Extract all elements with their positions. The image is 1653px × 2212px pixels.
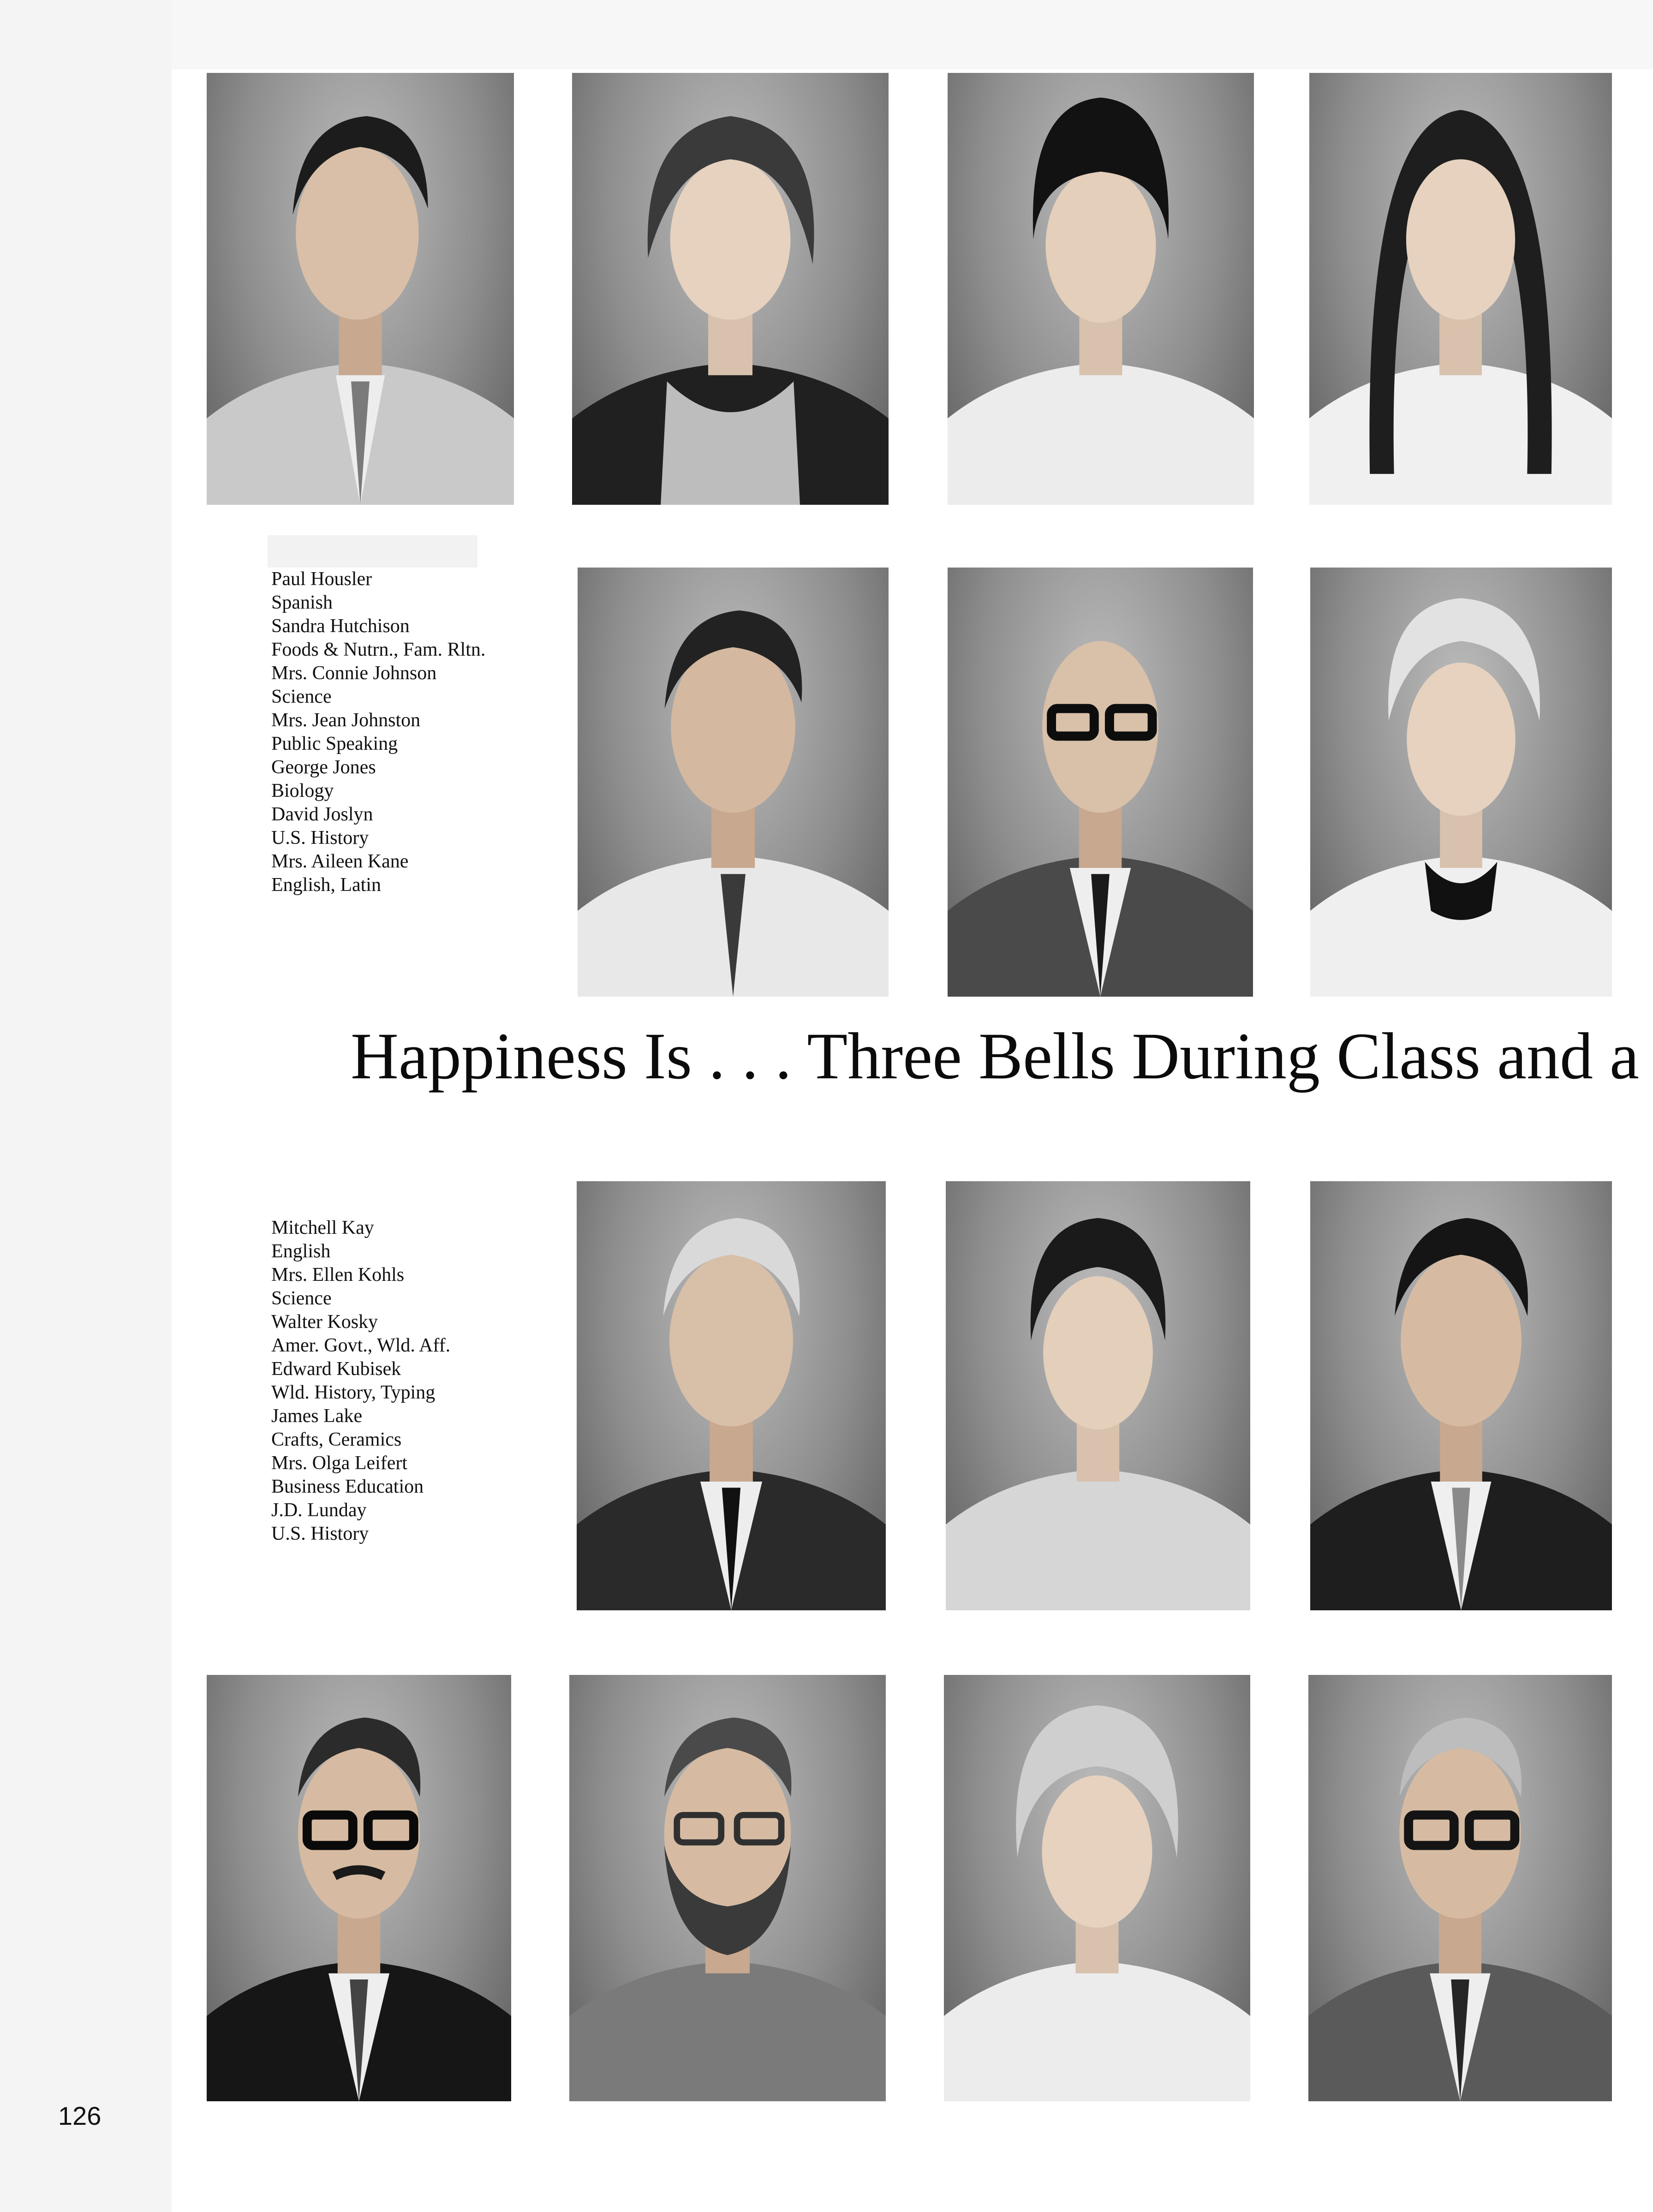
portrait-connie-johnson bbox=[948, 73, 1254, 505]
section-headline: Happiness Is . . . Three Bells During Class and a bbox=[351, 1020, 1639, 1093]
faculty-roster-top bbox=[271, 568, 485, 897]
roster-line: George Jones bbox=[271, 757, 376, 778]
portrait-figure bbox=[1310, 568, 1612, 997]
roster-line: Spanish bbox=[271, 592, 333, 613]
roster-line: Crafts, Ceramics bbox=[271, 1429, 402, 1450]
roster-line: Wld. History, Typing bbox=[271, 1382, 436, 1403]
portrait-figure bbox=[946, 1181, 1250, 1610]
roster-line: Public Speaking bbox=[271, 733, 398, 754]
portrait-jd-lunday bbox=[1308, 1675, 1612, 2101]
portrait-mitchell-kay bbox=[577, 1181, 886, 1610]
roster-line: Sandra Hutchison bbox=[271, 616, 410, 637]
portrait-george-jones bbox=[578, 568, 889, 997]
portrait-walter-kosky bbox=[1310, 1181, 1612, 1610]
roster-line: Science bbox=[271, 1288, 332, 1309]
roster-line: U.S. History bbox=[271, 827, 369, 849]
portrait-sandra-hutchison bbox=[572, 73, 889, 505]
roster-line: Science bbox=[271, 686, 332, 707]
roster-line: U.S. History bbox=[271, 1523, 369, 1544]
top-margin bbox=[172, 0, 1653, 69]
portrait-figure bbox=[1309, 73, 1612, 505]
portrait-olga-leifert bbox=[944, 1675, 1250, 2101]
roster-line: Mrs. Connie Johnson bbox=[271, 663, 437, 684]
portrait-figure bbox=[572, 73, 889, 505]
roster-line: Mrs. Ellen Kohls bbox=[271, 1264, 405, 1285]
portrait-david-joslyn bbox=[948, 568, 1253, 997]
page-number: 126 bbox=[58, 2101, 101, 2130]
portrait-figure bbox=[207, 1675, 511, 2101]
faculty-roster-bottom bbox=[271, 1216, 450, 1546]
roster-line: Biology bbox=[271, 780, 334, 801]
roster-line: J.D. Lunday bbox=[271, 1500, 367, 1521]
portrait-figure bbox=[948, 568, 1253, 997]
portrait-figure bbox=[944, 1675, 1250, 2101]
portrait-figure bbox=[578, 568, 889, 997]
portrait-ellen-kohls bbox=[946, 1181, 1250, 1610]
portrait-aileen-kane bbox=[1310, 568, 1612, 997]
roster-line: Mitchell Kay bbox=[271, 1217, 374, 1238]
portrait-jean-johnston bbox=[1309, 73, 1612, 505]
portrait-james-lake bbox=[569, 1675, 886, 2101]
roster-line: Mrs. Jean Johnston bbox=[271, 710, 421, 731]
portrait-paul-housler bbox=[207, 73, 514, 505]
portrait-figure bbox=[948, 73, 1254, 505]
roster-line: Edward Kubisek bbox=[271, 1358, 401, 1380]
roster-line: James Lake bbox=[271, 1405, 363, 1427]
roster-line: Mrs. Aileen Kane bbox=[271, 851, 409, 872]
roster-line: Mrs. Olga Leifert bbox=[271, 1453, 408, 1474]
portrait-figure bbox=[1310, 1181, 1612, 1610]
portrait-figure bbox=[569, 1675, 886, 2101]
roster-line: Business Education bbox=[271, 1476, 424, 1497]
roster-line: Amer. Govt., Wld. Aff. bbox=[271, 1335, 451, 1356]
roster-line: Paul Housler bbox=[271, 568, 372, 590]
roster-line: English bbox=[271, 1241, 331, 1262]
portrait-figure bbox=[1308, 1675, 1612, 2101]
portrait-figure bbox=[577, 1181, 886, 1610]
roster-line: English, Latin bbox=[271, 874, 381, 896]
caption-mask bbox=[268, 535, 477, 568]
portrait-figure bbox=[207, 73, 514, 505]
portrait-edward-kubisek bbox=[207, 1675, 511, 2101]
roster-line: Walter Kosky bbox=[271, 1311, 378, 1333]
left-margin bbox=[0, 0, 172, 2212]
roster-line: Foods & Nutrn., Fam. Rltn. bbox=[271, 639, 486, 660]
roster-line: David Joslyn bbox=[271, 804, 373, 825]
